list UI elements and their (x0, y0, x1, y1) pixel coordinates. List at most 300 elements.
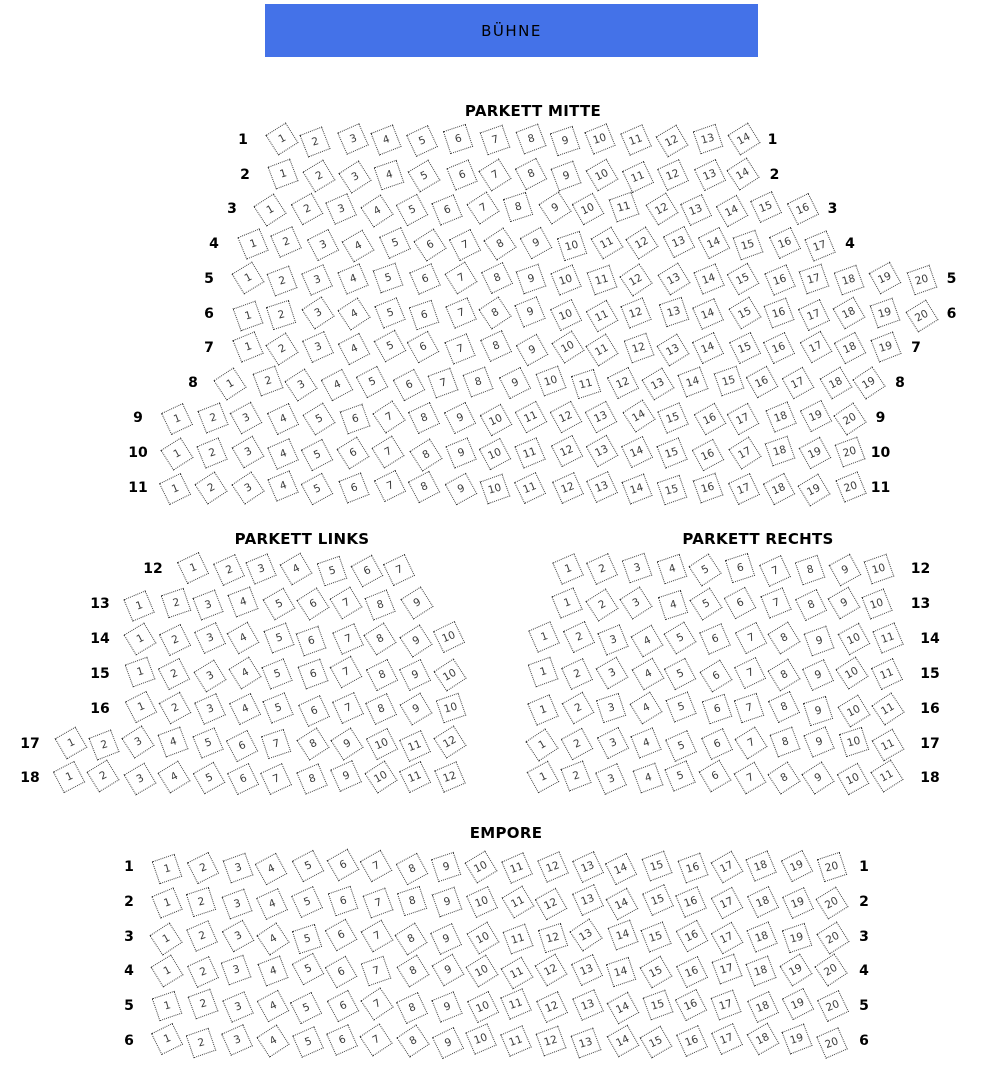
seat[interactable] (620, 586, 653, 619)
seat[interactable] (630, 727, 661, 758)
seat[interactable] (691, 439, 724, 472)
seat[interactable] (723, 587, 756, 620)
seat[interactable] (763, 472, 795, 504)
seat[interactable] (371, 124, 402, 155)
seat[interactable] (285, 368, 318, 401)
seat[interactable] (814, 954, 847, 987)
seat[interactable] (561, 692, 594, 725)
seat[interactable] (395, 922, 428, 955)
seat[interactable] (781, 1024, 812, 1055)
seat[interactable] (364, 622, 397, 655)
seat[interactable] (539, 192, 572, 225)
seat[interactable] (267, 265, 298, 296)
seat[interactable] (745, 956, 776, 987)
seat[interactable] (608, 920, 639, 951)
seat[interactable] (339, 403, 370, 434)
seat[interactable] (664, 658, 696, 690)
seat[interactable] (392, 368, 424, 400)
seat[interactable] (642, 884, 674, 916)
seat[interactable] (586, 471, 618, 503)
seat[interactable] (632, 762, 663, 793)
seat[interactable] (383, 554, 415, 586)
seat[interactable] (572, 989, 604, 1021)
seat[interactable] (800, 331, 833, 364)
seat[interactable] (379, 227, 411, 259)
seat[interactable] (267, 158, 298, 189)
seat[interactable] (159, 624, 191, 656)
seat[interactable] (408, 471, 440, 503)
seat[interactable] (483, 227, 516, 260)
seat[interactable] (463, 366, 494, 397)
seat[interactable] (872, 622, 903, 653)
seat[interactable] (159, 692, 192, 725)
seat[interactable] (290, 991, 322, 1023)
seat[interactable] (324, 956, 357, 989)
seat[interactable] (400, 587, 433, 620)
seat[interactable] (307, 229, 339, 261)
seat[interactable] (449, 229, 481, 261)
seat[interactable] (360, 194, 393, 227)
seat[interactable] (782, 923, 812, 953)
seat[interactable] (763, 332, 795, 364)
seat[interactable] (550, 126, 580, 156)
seat[interactable] (125, 691, 157, 723)
seat[interactable] (444, 402, 476, 434)
seat[interactable] (296, 625, 327, 656)
seat[interactable] (688, 554, 721, 587)
seat[interactable] (232, 435, 265, 468)
seat[interactable] (701, 728, 733, 760)
seat[interactable] (360, 850, 393, 883)
seat[interactable] (316, 555, 347, 586)
seat[interactable] (270, 226, 302, 258)
seat[interactable] (584, 124, 615, 155)
seat[interactable] (656, 437, 687, 468)
seat[interactable] (698, 760, 731, 793)
seat[interactable] (177, 552, 209, 584)
seat[interactable] (570, 918, 603, 951)
seat[interactable] (692, 332, 724, 364)
seat[interactable] (350, 555, 383, 588)
seat[interactable] (656, 474, 687, 505)
seat[interactable] (372, 263, 403, 294)
seat[interactable] (727, 157, 760, 190)
seat[interactable] (630, 691, 663, 724)
seat[interactable] (625, 227, 658, 260)
seat[interactable] (296, 587, 329, 620)
seat[interactable] (798, 299, 830, 331)
seat[interactable] (781, 850, 813, 882)
seat[interactable] (572, 193, 605, 226)
seat[interactable] (161, 588, 191, 618)
seat[interactable] (657, 159, 689, 191)
seat[interactable] (502, 886, 535, 919)
seat[interactable] (733, 230, 764, 261)
seat[interactable] (729, 297, 762, 330)
seat[interactable] (433, 621, 465, 653)
seat[interactable] (433, 659, 466, 692)
seat[interactable] (837, 622, 870, 655)
seat[interactable] (196, 437, 227, 468)
seat[interactable] (480, 403, 513, 436)
seat[interactable] (550, 264, 581, 295)
seat[interactable] (465, 850, 498, 883)
seat[interactable] (327, 849, 360, 882)
seat[interactable] (194, 659, 227, 692)
seat[interactable] (607, 1024, 640, 1057)
seat[interactable] (678, 853, 709, 884)
seat[interactable] (572, 851, 604, 883)
seat[interactable] (803, 695, 833, 725)
seat[interactable] (520, 226, 553, 259)
seat[interactable] (501, 852, 533, 884)
seat[interactable] (266, 123, 299, 156)
seat[interactable] (795, 589, 827, 621)
seat[interactable] (500, 1026, 532, 1058)
seat[interactable] (819, 366, 852, 399)
seat[interactable] (726, 263, 759, 296)
seat[interactable] (326, 989, 358, 1021)
seat[interactable] (728, 473, 760, 505)
seat[interactable] (445, 261, 478, 294)
seat[interactable] (150, 922, 183, 955)
seat[interactable] (862, 589, 893, 620)
seat[interactable] (374, 470, 406, 502)
seat[interactable] (537, 851, 569, 883)
seat[interactable] (399, 624, 432, 657)
seat[interactable] (329, 587, 362, 620)
seat[interactable] (552, 472, 584, 504)
seat[interactable] (817, 990, 849, 1022)
seat[interactable] (528, 694, 559, 725)
seat[interactable] (260, 763, 292, 795)
seat[interactable] (711, 850, 744, 883)
seat[interactable] (675, 989, 707, 1021)
seat[interactable] (152, 887, 183, 918)
seat[interactable] (870, 331, 901, 362)
seat[interactable] (768, 622, 801, 655)
seat[interactable] (534, 887, 567, 920)
seat[interactable] (563, 621, 595, 653)
seat[interactable] (465, 1023, 497, 1055)
seat[interactable] (535, 366, 566, 397)
seat[interactable] (769, 227, 801, 259)
seat[interactable] (798, 264, 829, 295)
seat[interactable] (374, 298, 405, 329)
seat[interactable] (124, 623, 157, 656)
seat[interactable] (767, 658, 800, 691)
seat[interactable] (657, 403, 689, 435)
seat[interactable] (160, 437, 193, 470)
seat[interactable] (725, 553, 755, 583)
seat[interactable] (395, 194, 427, 226)
seat[interactable] (360, 955, 391, 986)
seat[interactable] (152, 991, 182, 1021)
seat[interactable] (551, 435, 583, 467)
seat[interactable] (121, 726, 154, 759)
seat[interactable] (834, 332, 866, 364)
seat[interactable] (301, 264, 333, 296)
seat[interactable] (734, 692, 764, 722)
seat[interactable] (905, 299, 938, 332)
seat[interactable] (192, 761, 225, 794)
seat[interactable] (804, 230, 835, 261)
seat[interactable] (330, 727, 363, 760)
seat[interactable] (700, 659, 733, 692)
seat[interactable] (552, 554, 584, 586)
seat[interactable] (188, 989, 219, 1020)
seat[interactable] (515, 401, 548, 434)
seat[interactable] (502, 923, 533, 954)
seat[interactable] (804, 727, 835, 758)
seat[interactable] (597, 727, 629, 759)
seat[interactable] (694, 159, 726, 191)
seat[interactable] (333, 623, 365, 655)
seat[interactable] (320, 369, 352, 401)
seat[interactable] (466, 191, 499, 224)
seat[interactable] (339, 472, 370, 503)
seat[interactable] (586, 553, 618, 585)
seat[interactable] (586, 299, 619, 332)
seat[interactable] (399, 692, 432, 725)
seat[interactable] (835, 436, 866, 467)
seat[interactable] (226, 730, 258, 762)
seat[interactable] (837, 694, 870, 727)
seat[interactable] (434, 726, 467, 759)
seat[interactable] (609, 192, 640, 223)
seat[interactable] (213, 554, 245, 586)
seat[interactable] (158, 761, 191, 794)
seat[interactable] (871, 658, 903, 690)
seat[interactable] (799, 437, 832, 470)
seat[interactable] (868, 262, 901, 295)
seat[interactable] (658, 589, 688, 619)
seat[interactable] (817, 852, 847, 882)
seat[interactable] (525, 728, 558, 761)
seat[interactable] (765, 401, 796, 432)
seat[interactable] (409, 438, 442, 471)
seat[interactable] (187, 920, 219, 952)
seat[interactable] (366, 659, 398, 691)
seat[interactable] (728, 436, 761, 469)
seat[interactable] (87, 760, 120, 793)
seat[interactable] (300, 126, 331, 157)
seat[interactable] (620, 298, 651, 329)
seat[interactable] (301, 472, 334, 505)
seat[interactable] (298, 695, 330, 727)
seat[interactable] (302, 402, 335, 435)
seat[interactable] (870, 760, 903, 793)
seat[interactable] (561, 761, 592, 792)
seat[interactable] (598, 625, 629, 656)
seat[interactable] (641, 367, 674, 400)
seat[interactable] (480, 331, 512, 363)
seat[interactable] (711, 922, 744, 955)
seat[interactable] (328, 885, 359, 916)
seat[interactable] (526, 761, 559, 794)
seat[interactable] (782, 887, 814, 919)
seat[interactable] (767, 761, 800, 794)
seat[interactable] (292, 1026, 324, 1058)
seat[interactable] (256, 888, 288, 920)
seat[interactable] (639, 1025, 672, 1058)
seat[interactable] (365, 589, 396, 620)
seat[interactable] (337, 263, 368, 294)
seat[interactable] (693, 263, 724, 294)
seat[interactable] (782, 988, 814, 1020)
seat[interactable] (397, 1024, 430, 1057)
seat[interactable] (253, 194, 286, 227)
seat[interactable] (712, 954, 743, 985)
seat[interactable] (436, 692, 467, 723)
seat[interactable] (871, 728, 904, 761)
seat[interactable] (692, 299, 724, 331)
seat[interactable] (187, 956, 219, 988)
seat[interactable] (261, 658, 292, 689)
seat[interactable] (266, 299, 296, 329)
seat[interactable] (586, 158, 619, 191)
seat[interactable] (871, 692, 904, 725)
seat[interactable] (220, 954, 251, 985)
seat[interactable] (192, 727, 223, 758)
seat[interactable] (759, 555, 791, 587)
seat[interactable] (716, 194, 749, 227)
seat[interactable] (432, 887, 463, 918)
seat[interactable] (828, 586, 861, 619)
seat[interactable] (699, 623, 731, 655)
seat[interactable] (733, 761, 766, 794)
seat[interactable] (465, 955, 498, 988)
seat[interactable] (151, 853, 181, 883)
seat[interactable] (698, 227, 730, 259)
seat[interactable] (222, 853, 253, 884)
seat[interactable] (622, 552, 653, 583)
seat[interactable] (782, 367, 815, 400)
seat[interactable] (663, 226, 695, 258)
seat[interactable] (678, 366, 709, 397)
seat[interactable] (675, 886, 707, 918)
seat[interactable] (303, 159, 336, 192)
seat[interactable] (596, 692, 626, 722)
seat[interactable] (620, 263, 653, 296)
seat[interactable] (326, 193, 358, 225)
seat[interactable] (663, 621, 696, 654)
seat[interactable] (572, 884, 604, 916)
seat[interactable] (561, 728, 594, 761)
seat[interactable] (359, 1024, 392, 1057)
seat[interactable] (607, 367, 639, 399)
seat[interactable] (571, 954, 603, 986)
seat[interactable] (550, 400, 583, 433)
seat[interactable] (587, 265, 618, 296)
seat[interactable] (747, 1023, 780, 1056)
seat[interactable] (432, 953, 465, 986)
seat[interactable] (529, 621, 561, 653)
seat[interactable] (194, 693, 226, 725)
seat[interactable] (466, 886, 498, 918)
seat[interactable] (551, 587, 582, 618)
seat[interactable] (680, 194, 712, 226)
seat[interactable] (798, 473, 831, 506)
seat[interactable] (253, 366, 284, 397)
seat[interactable] (197, 402, 228, 433)
seat[interactable] (734, 657, 766, 689)
seat[interactable] (432, 991, 463, 1022)
seat[interactable] (536, 991, 568, 1023)
seat[interactable] (406, 125, 438, 157)
seat[interactable] (297, 763, 328, 794)
seat[interactable] (787, 193, 819, 225)
seat[interactable] (263, 587, 296, 620)
seat[interactable] (365, 693, 397, 725)
seat[interactable] (55, 726, 88, 759)
seat[interactable] (514, 472, 546, 504)
seat[interactable] (266, 332, 299, 365)
seat[interactable] (595, 763, 627, 795)
seat[interactable] (665, 730, 697, 762)
seat[interactable] (186, 887, 216, 917)
seat[interactable] (297, 659, 328, 690)
seat[interactable] (839, 727, 869, 757)
seat[interactable] (123, 590, 154, 621)
seat[interactable] (301, 438, 333, 470)
seat[interactable] (515, 333, 548, 366)
seat[interactable] (479, 125, 510, 156)
seat[interactable] (527, 657, 558, 688)
seat[interactable] (538, 923, 568, 953)
seat[interactable] (735, 622, 767, 654)
seat[interactable] (586, 588, 619, 621)
seat[interactable] (446, 159, 477, 190)
seat[interactable] (443, 123, 473, 153)
seat[interactable] (232, 262, 265, 295)
seat[interactable] (232, 300, 263, 331)
seat[interactable] (623, 333, 654, 364)
seat[interactable] (408, 160, 441, 193)
seat[interactable] (834, 403, 867, 436)
seat[interactable] (621, 124, 653, 156)
seat[interactable] (432, 1027, 464, 1059)
seat[interactable] (815, 886, 848, 919)
seat[interactable] (514, 438, 545, 469)
seat[interactable] (585, 401, 617, 433)
seat[interactable] (834, 265, 865, 296)
seat[interactable] (397, 886, 427, 916)
seat[interactable] (701, 694, 732, 725)
seat[interactable] (870, 298, 901, 329)
seat[interactable] (764, 264, 795, 295)
seat[interactable] (363, 888, 394, 919)
seat[interactable] (372, 401, 405, 434)
seat[interactable] (550, 299, 582, 331)
seat[interactable] (338, 332, 370, 364)
seat[interactable] (157, 727, 188, 758)
seat[interactable] (657, 554, 687, 584)
seat[interactable] (374, 330, 407, 363)
seat[interactable] (734, 727, 767, 760)
seat[interactable] (89, 730, 120, 761)
seat[interactable] (396, 992, 428, 1024)
seat[interactable] (556, 231, 586, 261)
seat[interactable] (763, 298, 794, 329)
seat[interactable] (829, 554, 862, 587)
seat[interactable] (690, 588, 723, 621)
seat[interactable] (360, 988, 393, 1021)
seat[interactable] (371, 435, 404, 468)
seat[interactable] (408, 402, 440, 434)
seat[interactable] (801, 762, 834, 795)
seat[interactable] (291, 953, 323, 985)
